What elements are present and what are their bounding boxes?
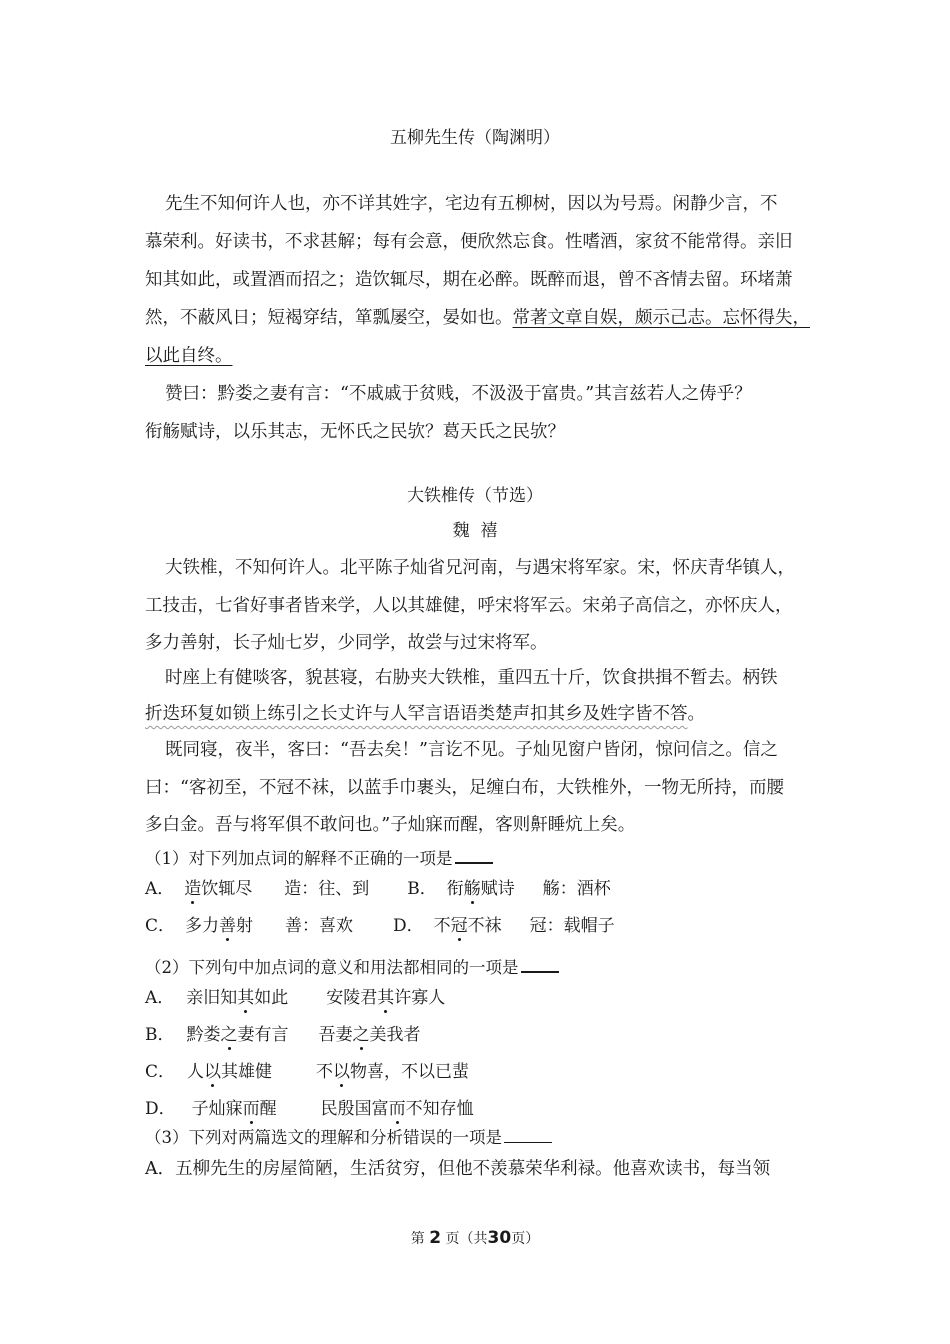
passage2-line [145,701,705,727]
passage1-line: 先生不知何许人也，亦不详其姓字，宅边有五柳树，因以为号焉。闲静少言，不 [165,194,778,214]
passage1-zan-line: 赞曰：黔娄之妻有言：“不戚戚于贫贱，不汲汲于富贵。”其言兹若人之俦乎？ [165,384,752,404]
passage1-line [145,305,810,331]
underlined-sentence: 以此自终。 [145,346,233,366]
option-letter: D． [393,916,424,936]
option-gloss: 善：喜欢 [285,916,354,936]
passage2-line: 曰：“客初至，不冠不袜，以蓝手巾裹头，足缠白布，大铁椎外，一物无所持，而腰 [145,778,784,798]
dotted-word: 而 [388,1099,406,1119]
page-number: 2 [429,1228,442,1248]
question-1-option-row: A． 造饮辄尽 造：往、到 B． 衔觞赋诗 觞：酒杯 [145,879,611,899]
passage1-zan-line: 衔觞赋诗，以乐其志，无怀氏之民欤？葛天氏之民欤？ [145,422,565,442]
question-3-option-A: A．五柳先生的房屋简陋，生活贫穷，但他不羡慕荣华利禄。他喜欢读书，每当领 [145,1159,771,1179]
answer-blank [521,953,559,973]
question-3-stem: （3）下列对两篇选文的理解和分析错误的一项是 [145,1124,552,1151]
passage1-line [145,343,233,369]
question-2-option-C: C． 人以其雄健 不以物喜，不以已蜚 [145,1062,470,1082]
question-1-stem: （1）对下列加点词的解释不正确的一项是 [145,844,493,872]
passage1-text: 然，不蔽风日；短褐穿结，箪瓢屡空，晏如也。 [145,308,513,328]
passage2-line: 大铁椎，不知何许人。北平陈子灿省兄河南，与遇宋将军家。宋，怀庆青华镇人， [165,558,795,578]
question-2-stem: （2）下列句中加点词的意义和用法都相同的一项是 [145,953,559,981]
wavy-underlined-sentence: 折迭环复如锁上练引之长丈许与人罕言语语类楚声扣其乡及姓字皆不答 [145,704,688,724]
option-gloss: 觞：酒杯 [542,879,611,899]
page-total: 30 [487,1228,512,1248]
question-1-option-row: C． 多力善射 善：喜欢 D． 不冠不袜 冠：载帽子 [145,916,615,936]
dotted-word: 之 [220,1025,238,1045]
option-gloss: 造：往、到 [284,879,370,899]
answer-blank [504,1124,552,1143]
passage2-line: 既同寝，夜半，客曰：“吾去矣！”言讫不见。子灿见窗户皆闭，惊问信之。信之 [165,740,778,760]
passage1-line: 慕荣利。好读书，不求甚解；每有会意，便欣然忘食。性嗜酒，家贫不能常得。亲旧 [145,232,793,252]
passage2-text: 。 [687,704,705,724]
page-footer: 第 2 页（共30页） [410,1228,540,1248]
dotted-word: 其 [377,988,395,1008]
option-letter: B． [407,879,437,899]
option-letter: C． [145,916,176,936]
option-letter: B． [145,1025,175,1045]
passage2-author: 魏 禧 [452,521,498,541]
dotted-word: 冠 [450,916,468,936]
question-2-option-D: D． 子灿寐而醒 民殷国富而不知存恤 [145,1099,474,1119]
dotted-word: 而 [242,1099,260,1119]
passage2-line: 多力善射，长子灿七岁，少同学，故尝与过宋将军。 [145,633,548,653]
underlined-sentence: 常著文章自娱，颇示己志。忘怀得失， [512,308,810,328]
dotted-word: 以 [204,1062,222,1082]
passage1-line: 知其如此，或置酒而招之；造饮辄尽，期在必醉。既醉而退，曾不吝情去留。环堵萧 [145,270,793,290]
passage2-line: 工技击，七省好事者皆来学，人以其雄健，呼宋将军云。宋弟子高信之，亦怀庆人， [145,596,793,616]
dotted-word: 之 [352,1025,370,1045]
option-letter: A． [145,988,175,1008]
dotted-word: 造 [184,879,202,899]
option-letter: C． [145,1062,176,1082]
passage2-title: 大铁椎传（节选） [407,486,543,506]
option-letter: A． [145,879,175,899]
question-2-option-B: B． 黔娄之妻有言 吾妻之美我者 [145,1025,421,1045]
dotted-word: 觞 [463,879,481,899]
option-gloss: 冠：载帽子 [529,916,615,936]
passage1-title: 五柳先生传（陶渊明） [390,128,560,148]
dotted-word: 善 [219,916,237,936]
question-2-option-A: A． 亲旧知其如此 安陵君其许寡人 [145,988,446,1008]
dotted-word: 以 [333,1062,351,1082]
answer-blank [455,844,493,864]
dotted-word: 其 [237,988,255,1008]
option-letter: D． [145,1099,176,1119]
passage2-line: 多白金。吾与将军俱不敢问也。”子灿寐而醒，客则鼾睡炕上矣。 [145,815,636,835]
passage2-line: 时座上有健啖客，貌甚寝，右胁夹大铁椎，重四五十斤，饮食拱揖不暂去。柄铁 [165,668,778,688]
